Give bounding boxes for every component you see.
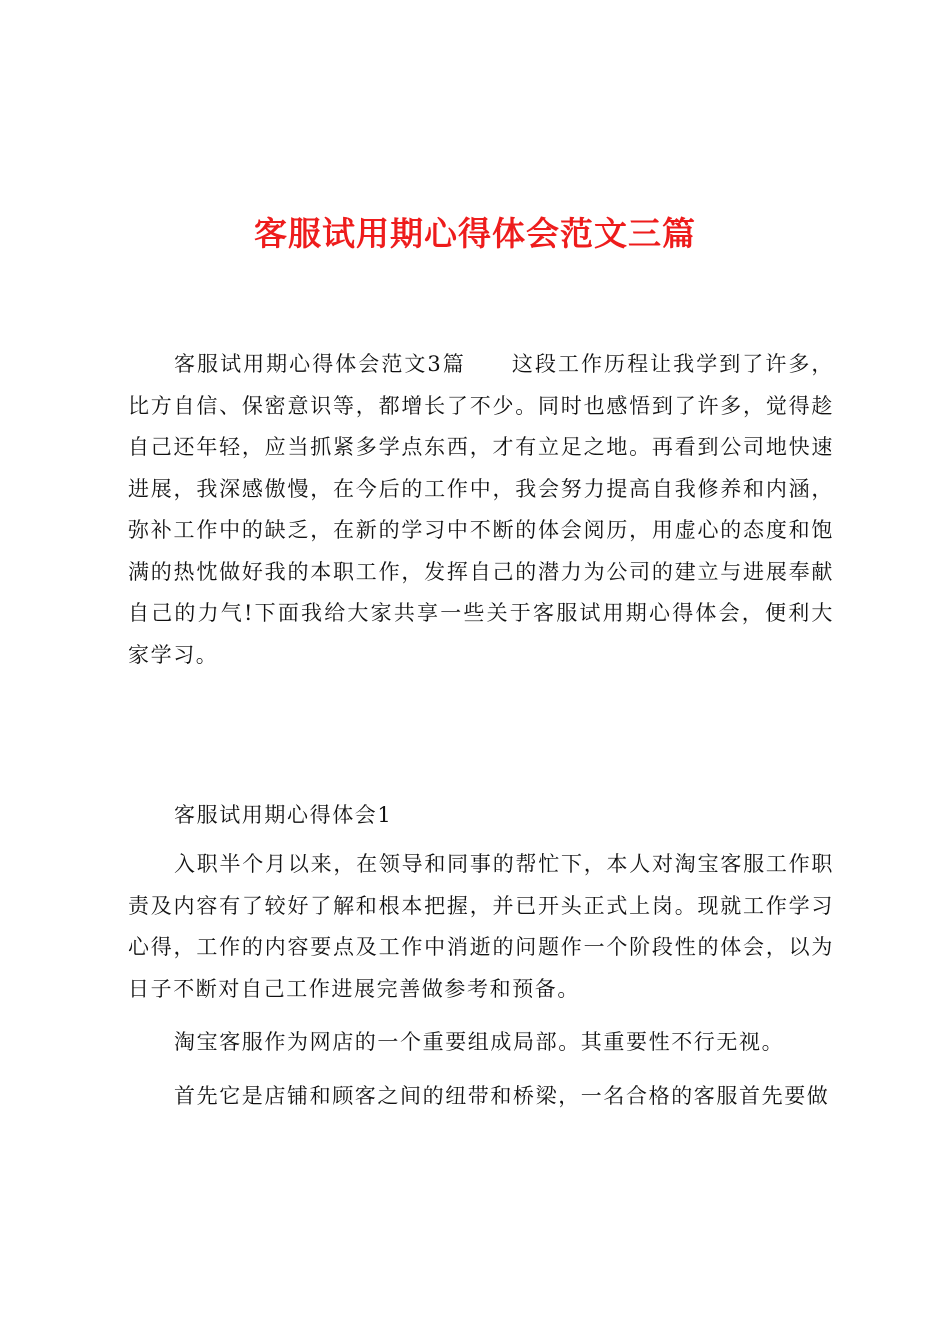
body-paragraph: 入职半个月以来，在领导和同事的帮忙下，本人对淘宝客服工作职责及内容有了较好了解和根本把握，并已开头正式上岗。现就工作学习心得，工作的内容要点及工作中消逝的问题作一个阶段性的体会，以为日子不断对自己工作进展完善做参考和预备。 [128, 852, 834, 1001]
section-heading: 客服试用期心得体会1 [174, 803, 393, 827]
intro-paragraph: 客服试用期心得体会范文3篇 这段工作历程让我学到了许多，比方自信、保密意识等，都增长了不少。同时也感悟到了许多，觉得趁自己还年轻，应当抓紧多学点东西，才有立足之地。再看到公司地快速进展，我深感傲慢，在今后的工作中，我会努力提高自我修养和内涵，弥补工作中的缺乏，在新的学习中不断的体会阅历，用虚心的态度和饱满的热忱做好我的本职工作，发挥自己的潜力为公司的建立与进展奉献自己的力气!下面我给大家共享一些关于客服试用期心得体会，便利大家学习。 [128, 352, 834, 667]
body-paragraph: 淘宝客服作为网店的一个重要组成局部。其重要性不行无视。 [174, 1030, 785, 1054]
document-title: 客服试用期心得体会范文三篇 [254, 214, 696, 253]
body-paragraph: 首先它是店铺和顾客之间的纽带和桥梁，一名合格的客服首先要做 [174, 1083, 830, 1108]
intro-block [128, 344, 834, 676]
section-block [128, 798, 834, 1117]
